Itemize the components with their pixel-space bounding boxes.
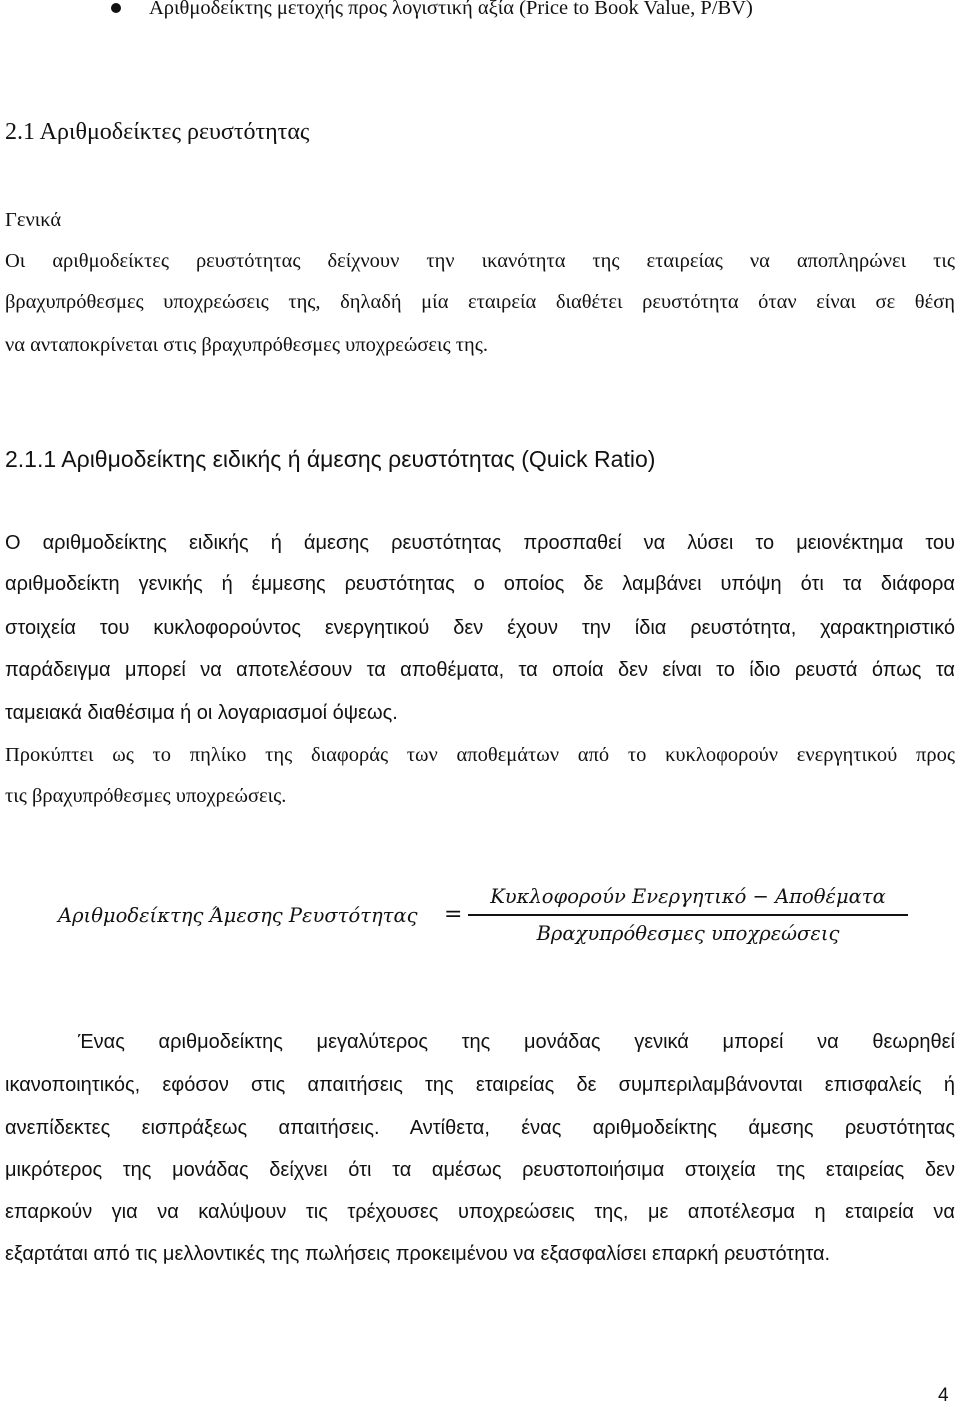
section-subheading: Γενικά xyxy=(5,209,62,231)
paragraph-line: Ένας αριθμοδείκτης μεγαλύτερος της μονάδας γενικά μπορεί να θεωρηθεί xyxy=(78,1031,955,1053)
paragraph-line: εξαρτάται από τις μελλοντικές της πωλήσεις προκειμένου να εξασφαλίσει επαρκή ρευστότητα. xyxy=(5,1243,831,1265)
paragraph-line: αριθμοδείκτη γενικής ή έμμεσης ρευστότητας ο οποίος δε λαμβάνει υπόψη ότι τα διάφορα xyxy=(5,573,955,595)
formula-fraction xyxy=(468,882,908,949)
paragraph-line: στοιχεία του κυκλοφορούντος ενεργητικού δεν έχουν την ίδια ρευστότητα, χαρακτηριστικό xyxy=(5,617,955,639)
paragraph-line: ταμειακά διαθέσιμα ή οι λογαριασμοί όψεως. xyxy=(5,702,398,724)
paragraph-line: Ο αριθμοδείκτης ειδικής ή άμεσης ρευστότητας προσπαθεί να λύσει το μειονέκτημα του xyxy=(5,532,955,554)
formula-numerator: Κυκλοφορούν Ενεργητικό − Αποθέματα xyxy=(490,885,886,908)
paragraph-line: μικρότερος της μονάδας δείχνει ότι τα αμέσως ρευστοποιήσιμα στοιχεία της εταιρείας δεν xyxy=(5,1159,955,1181)
bullet-list-item xyxy=(0,0,960,24)
paragraph-line: παράδειγμα μπορεί να αποτελέσουν τα αποθέματα, τα οποία δεν είναι το ίδιο ρευστά όπως τα xyxy=(5,659,955,681)
paragraph-line: Οι αριθμοδείκτες ρευστότητας δείχνουν την ικανότητα της εταιρείας να αποπληρώνει τις xyxy=(5,250,955,272)
subsection-heading: 2.1.1 Αριθμοδείκτης ειδικής ή άμεσης ρευστότητας (Quick Ratio) xyxy=(5,446,656,472)
paragraph-line: ικανοποιητικός, εφόσον στις απαιτήσεις της εταιρείας δε συμπεριλαμβάνονται επισφαλείς ή xyxy=(5,1074,955,1096)
paragraph-line: επαρκούν για να καλύψουν τις τρέχουσες υποχρεώσεις της, με αποτέλεσμα η εταιρεία να xyxy=(5,1201,955,1223)
paragraph-line: βραχυπρόθεσμες υποχρεώσεις της, δηλαδή μία εταιρεία διαθέτει ρευστότητα όταν είναι σε θέση xyxy=(5,291,955,313)
formula-denominator: Βραχυπρόθεσμες υποχρεώσεις xyxy=(536,921,840,945)
formula-equals: = xyxy=(444,902,463,927)
paragraph-line: Προκύπτει ως το πηλίκο της διαφοράς των αποθεμάτων από το κυκλοφορούν ενεργητικού προς xyxy=(5,744,955,766)
quick-ratio-formula xyxy=(58,882,918,952)
paragraph-line: να ανταποκρίνεται στις βραχυπρόθεσμες υποχρεώσεις της. xyxy=(5,334,488,356)
page-number: 4 xyxy=(938,1385,949,1406)
fraction-bar xyxy=(468,914,908,916)
paragraph-line: ανεπίδεκτες εισπράξεως απαιτήσεις. Αντίθετα, ένας αριθμοδείκτης άμεσης ρευστότητας xyxy=(5,1117,955,1139)
bullet-text: Αριθμοδείκτης μετοχής προς λογιστική αξία (Price to Book Value, P/BV) xyxy=(149,0,753,19)
formula-lhs: Αριθμοδείκτης Άμεσης Ρευστότητας xyxy=(58,904,418,927)
bullet-icon xyxy=(111,3,121,13)
paragraph-line: τις βραχυπρόθεσμες υποχρεώσεις. xyxy=(5,785,287,807)
section-heading: 2.1 Αριθμοδείκτες ρευστότητας xyxy=(5,119,310,145)
